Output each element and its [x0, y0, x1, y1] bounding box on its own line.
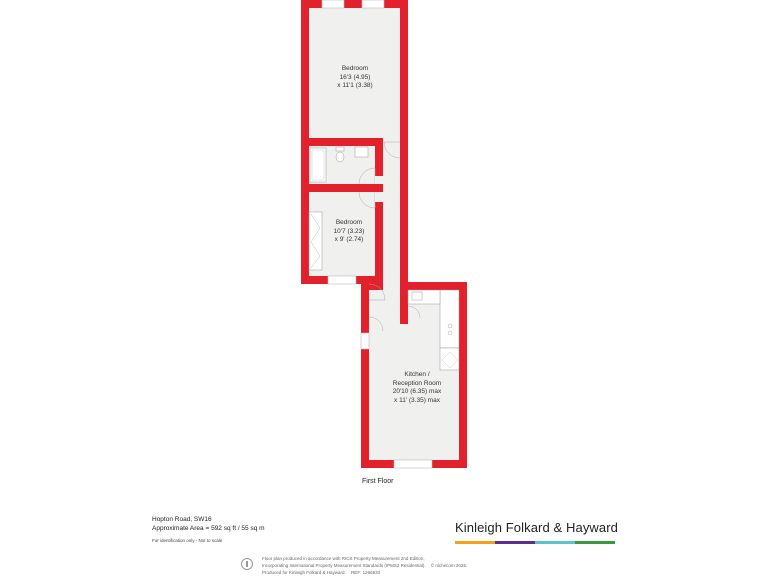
toilet-icon: [336, 152, 344, 162]
brand-bar-orange: [455, 541, 495, 544]
bath-icon: [310, 148, 326, 182]
info-icon: [241, 558, 253, 570]
room-label-bedroom-1: Bedroom 16'3 (4.95) x 11'1 (3.38): [337, 65, 373, 89]
brand-bar-teal: [535, 541, 575, 544]
scale-note: For identification only - Not to scale: [152, 538, 223, 543]
hallway-floor: [383, 138, 400, 284]
brand-bar-green: [575, 541, 615, 544]
brand-name: Kinleigh Folkard & Hayward: [455, 520, 619, 535]
basin-icon: [355, 147, 368, 157]
room-label-kitchen: Kitchen / Reception Room 20'10 (6.35) max x 11' (3.35) max: [392, 371, 442, 404]
window-bedroom-2: [328, 276, 356, 284]
legal-line-3: Produced for Kinleigh Folkard & Hayward. REF: 1266933: [262, 570, 381, 575]
floor-label: First Floor: [362, 478, 394, 485]
kitchen-counter: [440, 290, 459, 348]
brand-bar-purple: [495, 541, 535, 544]
window-top-right: [362, 0, 384, 8]
address-street: Hopton Road, SW16: [152, 516, 212, 523]
window-left: [361, 333, 369, 349]
room-label-bedroom-2: Bedroom 10'7 (3.23) x 9' (2.74): [333, 219, 365, 243]
window-bottom: [394, 460, 432, 468]
legal-line-1: Floor plan produced in accordance with RICS Property Measurement 2nd Edition,: [262, 556, 425, 561]
legal-line-2: Incorporating International Property Measurement Standards (IPMS2 Residential). © nichecom 2025.: [262, 563, 468, 568]
approximate-area: Approximate Area = 592 sq ft / 55 sq m: [152, 525, 265, 532]
window-top-left: [322, 0, 344, 8]
